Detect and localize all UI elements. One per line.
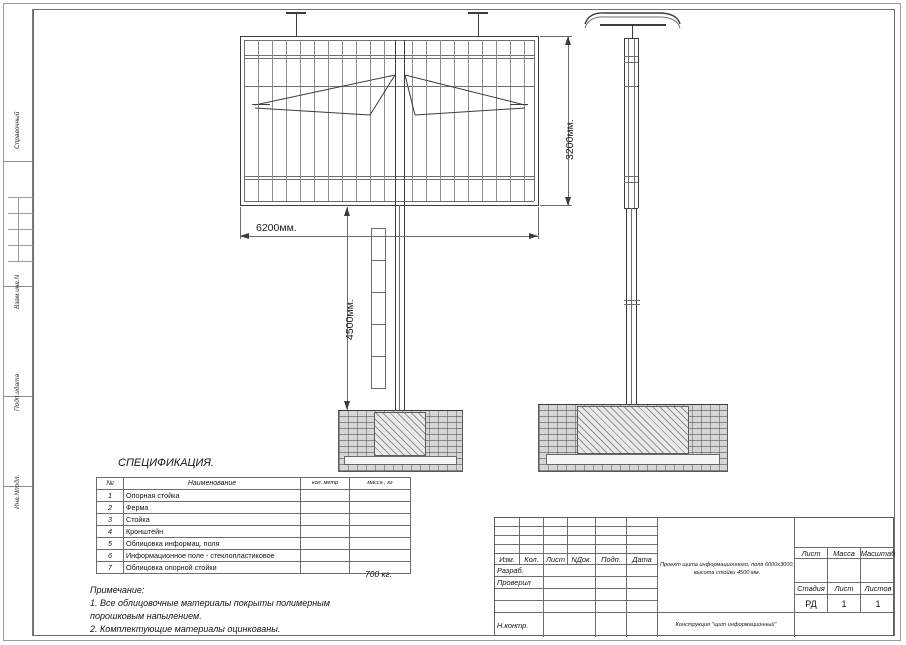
- spec-cell-mass: [350, 550, 411, 562]
- tb-right-value-list-num: [795, 559, 828, 583]
- tb-right-header-listov: Листов: [861, 583, 895, 595]
- title-block: [494, 517, 894, 636]
- left-margin-label-4: Инв.Nподл.: [14, 474, 21, 509]
- tb-proveril-sign: [544, 577, 596, 589]
- rev-grid-cell: [568, 518, 596, 527]
- rev-grid-cell: [495, 518, 520, 527]
- tb-blank-sign-2: [544, 601, 596, 613]
- spec-cell-name: Облицовка информац. поля: [124, 538, 301, 550]
- tb-header-data: Дата: [627, 554, 658, 565]
- tb-right-stadia-value: РД: [795, 595, 828, 613]
- tb-blank-podp-2: [596, 601, 627, 613]
- truss-bracing: [240, 60, 540, 120]
- rev-grid-cell: [520, 518, 544, 527]
- rev-grid-cell: [544, 545, 568, 554]
- rev-grid-cell: [495, 536, 520, 545]
- spec-cell-name: Опорная стойка: [124, 490, 301, 502]
- tb-razrab-podp: [596, 565, 627, 577]
- tb-right-header-list2: Лист: [828, 583, 861, 595]
- rev-grid-cell: [627, 536, 658, 545]
- rev-grid-cell: [520, 536, 544, 545]
- rev-grid-cell: [495, 545, 520, 554]
- notes-line-2: порошковым напылением.: [90, 611, 202, 621]
- foundation-base-left: [344, 456, 457, 465]
- tb-razrab-sign: [544, 565, 596, 577]
- spec-header-num: №: [97, 478, 124, 490]
- spec-cell-num: 7: [97, 562, 124, 574]
- left-margin-label-1: Справочный: [14, 111, 21, 149]
- tb-role-razrab: Разраб.: [495, 565, 544, 577]
- table-row: [97, 550, 411, 562]
- notes-line-3: 2. Комплектующие материалы оцинкованы.: [90, 624, 281, 634]
- tb-header-izm: Изм.: [495, 554, 520, 565]
- spec-cell-qty: [301, 526, 350, 538]
- rev-grid-cell: [596, 536, 627, 545]
- tb-right-header-list: Лист: [795, 548, 828, 559]
- tb-nkontr-podp: [596, 613, 627, 637]
- spec-cell-mass: [350, 538, 411, 550]
- tb-right-header-stadia: Стадия: [795, 583, 828, 595]
- rev-grid-cell: [596, 527, 627, 536]
- spec-header-mass: масса , кг: [350, 478, 411, 490]
- spec-cell-num: 4: [97, 526, 124, 538]
- foundation-base-right: [546, 454, 720, 465]
- tb-proveril-data: [627, 577, 658, 589]
- tb-razrab-data: [627, 565, 658, 577]
- tb-header-ndok: NДок.: [568, 554, 596, 565]
- tb-right-blank: [795, 518, 895, 548]
- spec-cell-num: 1: [97, 490, 124, 502]
- spec-cell-mass: [350, 526, 411, 538]
- tb-header-kol: Кол.: [520, 554, 544, 565]
- tb-proveril-podp: [596, 577, 627, 589]
- specification-title: СПЕЦИФИКАЦИЯ.: [118, 457, 214, 469]
- spec-cell-mass: [350, 490, 411, 502]
- rev-grid-cell: [568, 527, 596, 536]
- dim-sign-width: 6200мм.: [256, 222, 297, 234]
- tb-nkontr-sign: [544, 613, 596, 637]
- tb-right-header-masshtab: Масштаб: [861, 548, 895, 558]
- rev-grid-cell: [544, 518, 568, 527]
- table-row: [97, 490, 411, 502]
- specification-table: [96, 477, 411, 574]
- specification-total: 700 кг.: [365, 569, 393, 579]
- left-margin-column: [4, 9, 33, 636]
- rev-grid-cell: [568, 545, 596, 554]
- spec-cell-num: 2: [97, 502, 124, 514]
- rev-grid-cell: [627, 545, 658, 554]
- tb-right-value-massa: [828, 559, 861, 583]
- rev-grid-cell: [520, 527, 544, 536]
- canopy-curve: [583, 10, 683, 32]
- spec-cell-mass: [350, 514, 411, 526]
- spec-cell-qty: [301, 550, 350, 562]
- spec-cell-name: Ферма: [124, 502, 301, 514]
- rev-grid-cell: [627, 518, 658, 527]
- tb-header-podp: Подп.: [596, 554, 627, 565]
- rev-grid-cell: [520, 545, 544, 554]
- tb-right-header-massa: Масса: [828, 548, 861, 559]
- rev-grid-cell: [568, 536, 596, 545]
- table-row: [97, 514, 411, 526]
- tb-header-list: Лист: [544, 554, 568, 565]
- tb-role-proveril: Проверил: [495, 577, 544, 589]
- rev-grid-cell: [627, 527, 658, 536]
- rev-grid-cell: [495, 527, 520, 536]
- notes-line-1: 1. Все облицовочные материалы покрыты полимерным: [90, 598, 330, 608]
- spec-header-row: [97, 478, 411, 490]
- spec-cell-name: Облицовка опорной стойки: [124, 562, 301, 574]
- spec-header-qty: кол. метр: [301, 478, 350, 490]
- spec-cell-qty: [301, 562, 350, 574]
- rev-grid-cell: [596, 518, 627, 527]
- spec-cell-qty: [301, 538, 350, 550]
- spec-cell-name: Стойка: [124, 514, 301, 526]
- tb-blank-podp-1: [596, 589, 627, 601]
- spec-cell-num: 5: [97, 538, 124, 550]
- spec-cell-qty: [301, 514, 350, 526]
- table-row: [97, 538, 411, 550]
- footing-left: [374, 412, 426, 456]
- left-margin-label-2: Взам.инв.N: [14, 274, 21, 309]
- tb-project-line-2: высота стойки 4500 мм.: [693, 570, 761, 576]
- tb-role-nkontr: Н.контр.: [495, 613, 544, 637]
- tb-project-line-1: Проект щита информационного, поля 6000х3000,: [660, 562, 795, 568]
- footing-right: [577, 406, 689, 454]
- spec-cell-name: Информационное поле - стеклопластиковое: [124, 550, 301, 562]
- tb-object-name-text: Конструкция "щит информационный": [675, 621, 777, 628]
- tb-right-listov-value: 1: [861, 595, 895, 613]
- rev-grid-cell: [544, 536, 568, 545]
- tb-blank-data-1: [627, 589, 658, 601]
- rev-grid-cell: [544, 527, 568, 536]
- tb-nkontr-data: [627, 613, 658, 637]
- spec-cell-num: 6: [97, 550, 124, 562]
- tb-blank-sign-1: [544, 589, 596, 601]
- left-margin-label-3: Подп.идата: [14, 373, 21, 411]
- table-row: [97, 502, 411, 514]
- spec-cell-num: 3: [97, 514, 124, 526]
- tb-role-blank-1: [495, 589, 544, 601]
- tb-object-name: [658, 613, 795, 637]
- tb-role-blank-2: [495, 601, 544, 613]
- table-row: [97, 526, 411, 538]
- spec-cell-mass: [350, 502, 411, 514]
- spec-cell-qty: [301, 502, 350, 514]
- spec-header-name: Наименование: [124, 478, 301, 490]
- spec-cell-qty: [301, 490, 350, 502]
- tb-project-description: [658, 518, 795, 613]
- table-row: [97, 562, 411, 574]
- rev-grid-cell: [596, 545, 627, 554]
- dim-post-height: 4500мм.: [344, 299, 356, 340]
- tb-right-value-masshtab: [861, 559, 895, 583]
- tb-blank-data-2: [627, 601, 658, 613]
- tb-right-bottom-blank: [795, 613, 895, 637]
- spec-cell-name: Кронштейн: [124, 526, 301, 538]
- tb-right-list-value: 1: [828, 595, 861, 613]
- dim-sign-height: 3200мм.: [564, 119, 576, 160]
- notes-title: Примечание:: [90, 585, 145, 595]
